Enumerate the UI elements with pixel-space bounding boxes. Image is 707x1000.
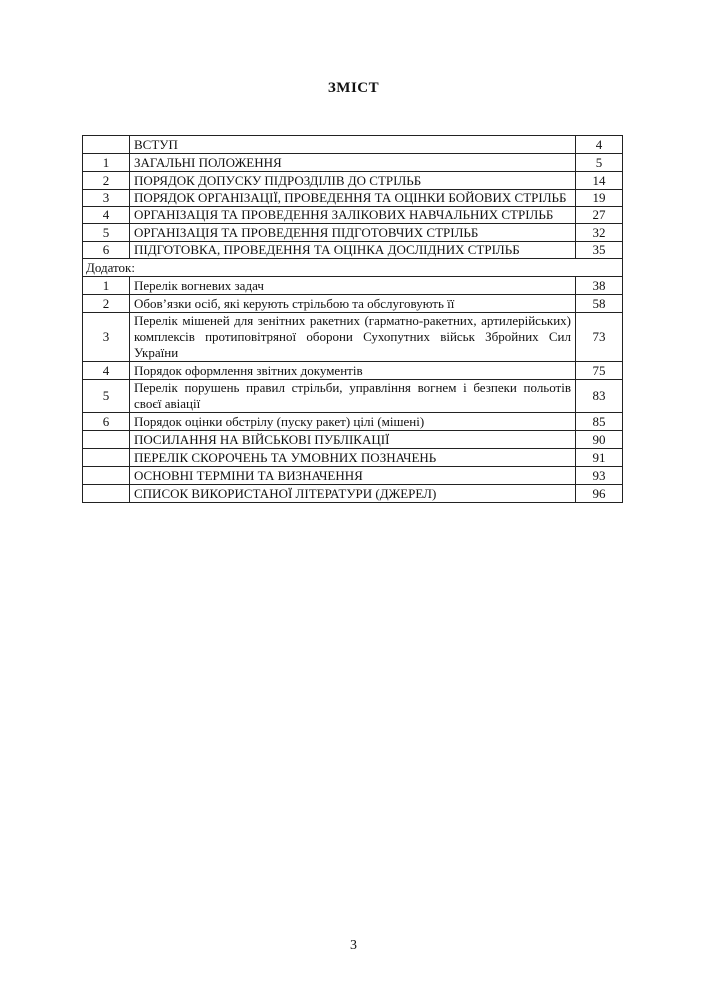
section-number: 5 — [83, 224, 130, 242]
annex-title: Перелік порушень правил стрільби, управління вогнем і безпеки польотів своєї авіації — [130, 380, 576, 413]
section-number: 2 — [83, 172, 130, 190]
section-page: 35 — [576, 242, 623, 259]
annex-page: 85 — [576, 413, 623, 431]
annex-number: 1 — [83, 277, 130, 295]
annex-page: 38 — [576, 277, 623, 295]
table-of-contents — [82, 135, 623, 503]
page-title: ЗМІСТ — [327, 80, 380, 96]
section-number — [83, 431, 130, 449]
annex-number: 3 — [83, 313, 130, 362]
section-number — [83, 485, 130, 503]
section-page: 32 — [576, 224, 623, 242]
section-number — [83, 136, 130, 154]
section-title: ОСНОВНІ ТЕРМІНИ ТА ВИЗНАЧЕННЯ — [130, 467, 576, 485]
section-page: 96 — [576, 485, 623, 503]
toc-row — [83, 431, 623, 449]
annex-row — [83, 277, 623, 295]
annex-page: 73 — [576, 313, 623, 362]
annex-header-row — [83, 259, 623, 277]
annex-number: 4 — [83, 362, 130, 380]
annex-row — [83, 413, 623, 431]
toc-row — [83, 207, 623, 224]
section-page: 19 — [576, 190, 623, 207]
section-title: ОРГАНІЗАЦІЯ ТА ПРОВЕДЕННЯ ЗАЛІКОВИХ НАВЧАЛЬНИХ СТРІЛЬБ — [130, 207, 576, 224]
annex-title: Порядок оформлення звітних документів — [130, 362, 576, 380]
annex-title: Перелік вогневих задач — [130, 277, 576, 295]
annex-title: Порядок оцінки обстрілу (пуску ракет) цілі (мішені) — [130, 413, 576, 431]
toc-row — [83, 242, 623, 259]
annex-title: Перелік мішеней для зенітних ракетних (гарматно-ракетних, артилерійських) комплексів протиповітряної оборони Сухопутних військ Збройних Сил України — [130, 313, 576, 362]
section-page: 93 — [576, 467, 623, 485]
section-number — [83, 449, 130, 467]
section-page: 14 — [576, 172, 623, 190]
toc-row — [83, 224, 623, 242]
section-number — [83, 467, 130, 485]
annex-number: 6 — [83, 413, 130, 431]
section-title: ПОРЯДОК ОРГАНІЗАЦІЇ, ПРОВЕДЕННЯ ТА ОЦІНКИ БОЙОВИХ СТРІЛЬБ — [130, 190, 576, 207]
section-number: 3 — [83, 190, 130, 207]
annex-row — [83, 295, 623, 313]
section-title: СПИСОК ВИКОРИСТАНОЇ ЛІТЕРАТУРИ (ДЖЕРЕЛ) — [130, 485, 576, 503]
annex-number: 2 — [83, 295, 130, 313]
section-title: ПЕРЕЛІК СКОРОЧЕНЬ ТА УМОВНИХ ПОЗНАЧЕНЬ — [130, 449, 576, 467]
section-page: 90 — [576, 431, 623, 449]
toc-row — [83, 136, 623, 154]
toc-row — [83, 190, 623, 207]
toc-row — [83, 467, 623, 485]
section-title: ОРГАНІЗАЦІЯ ТА ПРОВЕДЕННЯ ПІДГОТОВЧИХ СТРІЛЬБ — [130, 224, 576, 242]
section-title: ПОРЯДОК ДОПУСКУ ПІДРОЗДІЛІВ ДО СТРІЛЬБ — [130, 172, 576, 190]
annex-row — [83, 362, 623, 380]
section-number: 6 — [83, 242, 130, 259]
toc-row — [83, 154, 623, 172]
annex-row — [83, 313, 623, 362]
section-title: ВСТУП — [130, 136, 576, 154]
section-page: 4 — [576, 136, 623, 154]
annex-page: 58 — [576, 295, 623, 313]
section-number: 1 — [83, 154, 130, 172]
toc-row — [83, 172, 623, 190]
section-title: ПІДГОТОВКА, ПРОВЕДЕННЯ ТА ОЦІНКА ДОСЛІДНИХ СТРІЛЬБ — [130, 242, 576, 259]
annex-label: Додаток: — [83, 259, 623, 277]
section-title: ПОСИЛАННЯ НА ВІЙСЬКОВІ ПУБЛІКАЦІЇ — [130, 431, 576, 449]
annex-title: Обов’язки осіб, які керують стрільбою та обслуговують її — [130, 295, 576, 313]
section-title: ЗАГАЛЬНІ ПОЛОЖЕННЯ — [130, 154, 576, 172]
section-number: 4 — [83, 207, 130, 224]
section-page: 27 — [576, 207, 623, 224]
annex-number: 5 — [83, 380, 130, 413]
annex-row — [83, 380, 623, 413]
section-page: 91 — [576, 449, 623, 467]
toc-row — [83, 449, 623, 467]
page-number: 3 — [350, 938, 357, 953]
section-page: 5 — [576, 154, 623, 172]
toc-row — [83, 485, 623, 503]
annex-page: 75 — [576, 362, 623, 380]
annex-page: 83 — [576, 380, 623, 413]
